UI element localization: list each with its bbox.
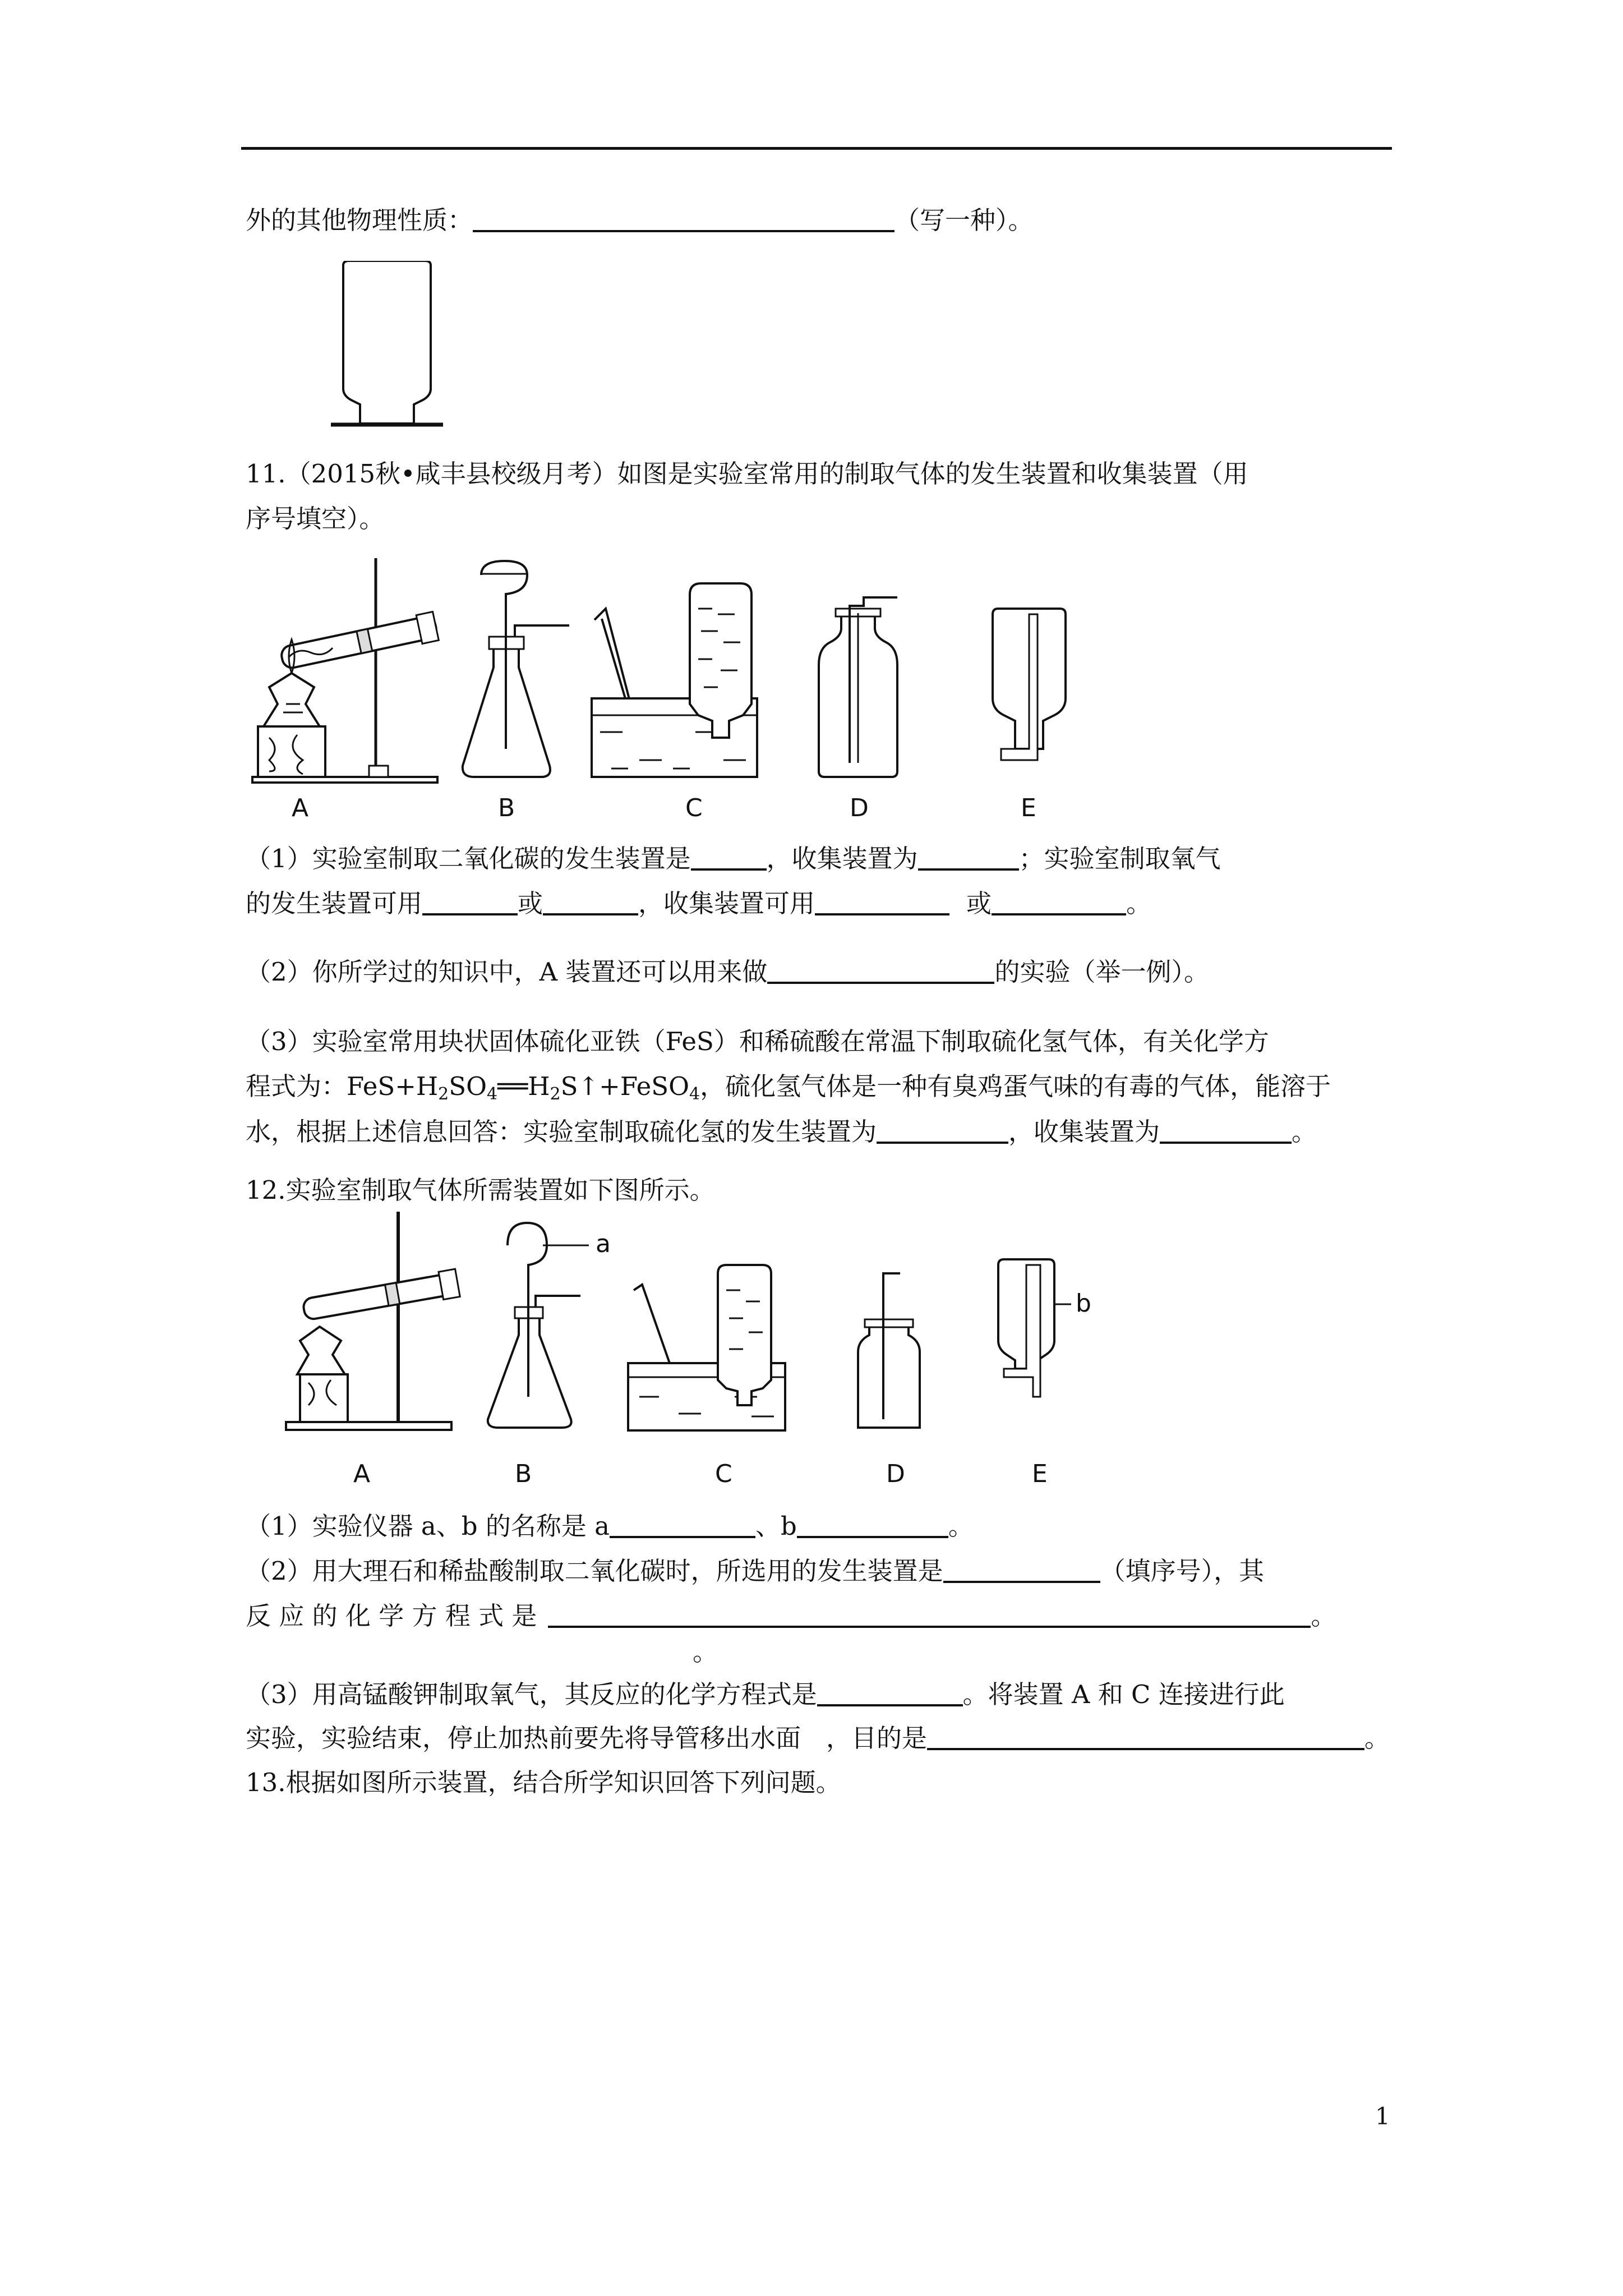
q12-label-c: C xyxy=(715,1460,732,1488)
q11-part3-line2: 程式为：$FeS+H_2SO_4══H_2S↑+FeSO_4$，硫化氢气体是一种有臭鸡蛋气味的有毒的气体，能溶于 xyxy=(246,1071,1331,1104)
q12-part3-line1: （3）用高锰酸钾制取氧气，其反应的化学方程式是 。将装置 A 和 C 连接进行此 xyxy=(246,1677,1285,1711)
answer-blank[interactable] xyxy=(815,886,949,915)
answer-blank[interactable] xyxy=(1160,1115,1292,1144)
q12-device-b xyxy=(488,1223,611,1428)
q12-part2-line1: （2）用大理石和稀盐酸制取二氧化碳时，所选用的发生装置是 （填序号），其 xyxy=(246,1554,1264,1588)
q11-label-e: E xyxy=(1021,794,1036,822)
q12-label-e: E xyxy=(1032,1460,1048,1488)
q12-title: 12.实验室制取气体所需装置如下图所示。 xyxy=(246,1175,715,1205)
q11-part1-line2: 的发生装置可用 或 ，收集装置可用 或 。 xyxy=(246,886,1151,921)
q11-device-b xyxy=(463,561,569,777)
q12-part1-line: （1）实验仪器 a、b 的名称是 a 、b 。 xyxy=(246,1509,974,1543)
answer-blank[interactable] xyxy=(473,203,895,232)
q12-device-d xyxy=(858,1273,920,1428)
q13-title: 13.根据如图所示装置，结合所学知识回答下列问题。 xyxy=(246,1768,841,1797)
q11-label-b: B xyxy=(498,794,515,822)
q11-device-d xyxy=(819,597,897,777)
q11-apparatus-figure xyxy=(247,553,1122,833)
header-rule xyxy=(241,147,1392,150)
q12-tag-b: b xyxy=(1076,1289,1091,1318)
q11-label-c: C xyxy=(685,794,703,822)
inverted-gas-jar-figure xyxy=(331,261,443,435)
q12-label-b: B xyxy=(515,1460,532,1488)
q11-device-a xyxy=(252,558,439,783)
answer-blank[interactable] xyxy=(610,1509,755,1538)
q11-title-line1: 11.（2015秋•咸丰县校级月考）如图是实验室常用的制取气体的发生装置和收集装置（用 xyxy=(246,459,1248,489)
answer-blank[interactable] xyxy=(877,1115,1008,1144)
q11-part3-line1: （3）实验室常用块状固体硫化亚铁（FeS）和稀硫酸在常温下制取硫化氢气体，有关化学方 xyxy=(246,1027,1269,1056)
answer-blank[interactable] xyxy=(422,886,518,915)
answer-blank[interactable] xyxy=(817,1677,963,1706)
q12-part2-line3: 。 xyxy=(693,1637,718,1667)
answer-blank[interactable] xyxy=(927,1721,1364,1750)
page-number: 1 xyxy=(1375,2102,1390,2130)
answer-blank[interactable] xyxy=(797,1509,948,1538)
answer-blank[interactable] xyxy=(767,955,994,984)
q12-label-a: A xyxy=(353,1460,371,1488)
q12-device-a xyxy=(286,1212,460,1430)
q12-device-c xyxy=(628,1265,785,1430)
answer-blank[interactable] xyxy=(918,841,1019,871)
answer-blank[interactable] xyxy=(548,1599,1311,1628)
q11-part1-line1: （1）实验室制取二氧化碳的发生装置是 ，收集装置为 ；实验室制取氧气 xyxy=(246,841,1221,876)
q11-device-e xyxy=(993,609,1066,760)
q11-part2-line: （2）你所学过的知识中，A 装置还可以用来做 的实验（举一例）。 xyxy=(246,955,1209,989)
q11-device-c xyxy=(592,583,757,777)
answer-blank[interactable] xyxy=(943,1554,1100,1583)
q12-part3-line2: 实验，实验结束，停止加热前要先将导管移出水面 ，目的是 。 xyxy=(246,1721,1390,1755)
q12-apparatus-figure xyxy=(275,1212,1150,1503)
q12-tag-a: a xyxy=(596,1230,611,1258)
q11-label-a: A xyxy=(292,794,309,822)
q12-label-d: D xyxy=(886,1460,905,1488)
q12-device-e xyxy=(998,1259,1091,1397)
answer-blank[interactable] xyxy=(691,841,767,871)
answer-blank[interactable] xyxy=(543,886,638,915)
q12-part2-line2: 反 应 的 化 学 方 程 式 是 。 xyxy=(246,1599,1336,1633)
carry-line: 外的其他物理性质： （写一种）。 xyxy=(246,203,1034,237)
q11-part3-line3: 水，根据上述信息回答：实验室制取硫化氢的发生装置为 ，收集装置为 。 xyxy=(246,1115,1317,1149)
q11-title-line2: 序号填空）。 xyxy=(246,504,385,533)
answer-blank[interactable] xyxy=(992,886,1126,915)
q11-label-d: D xyxy=(850,794,869,822)
